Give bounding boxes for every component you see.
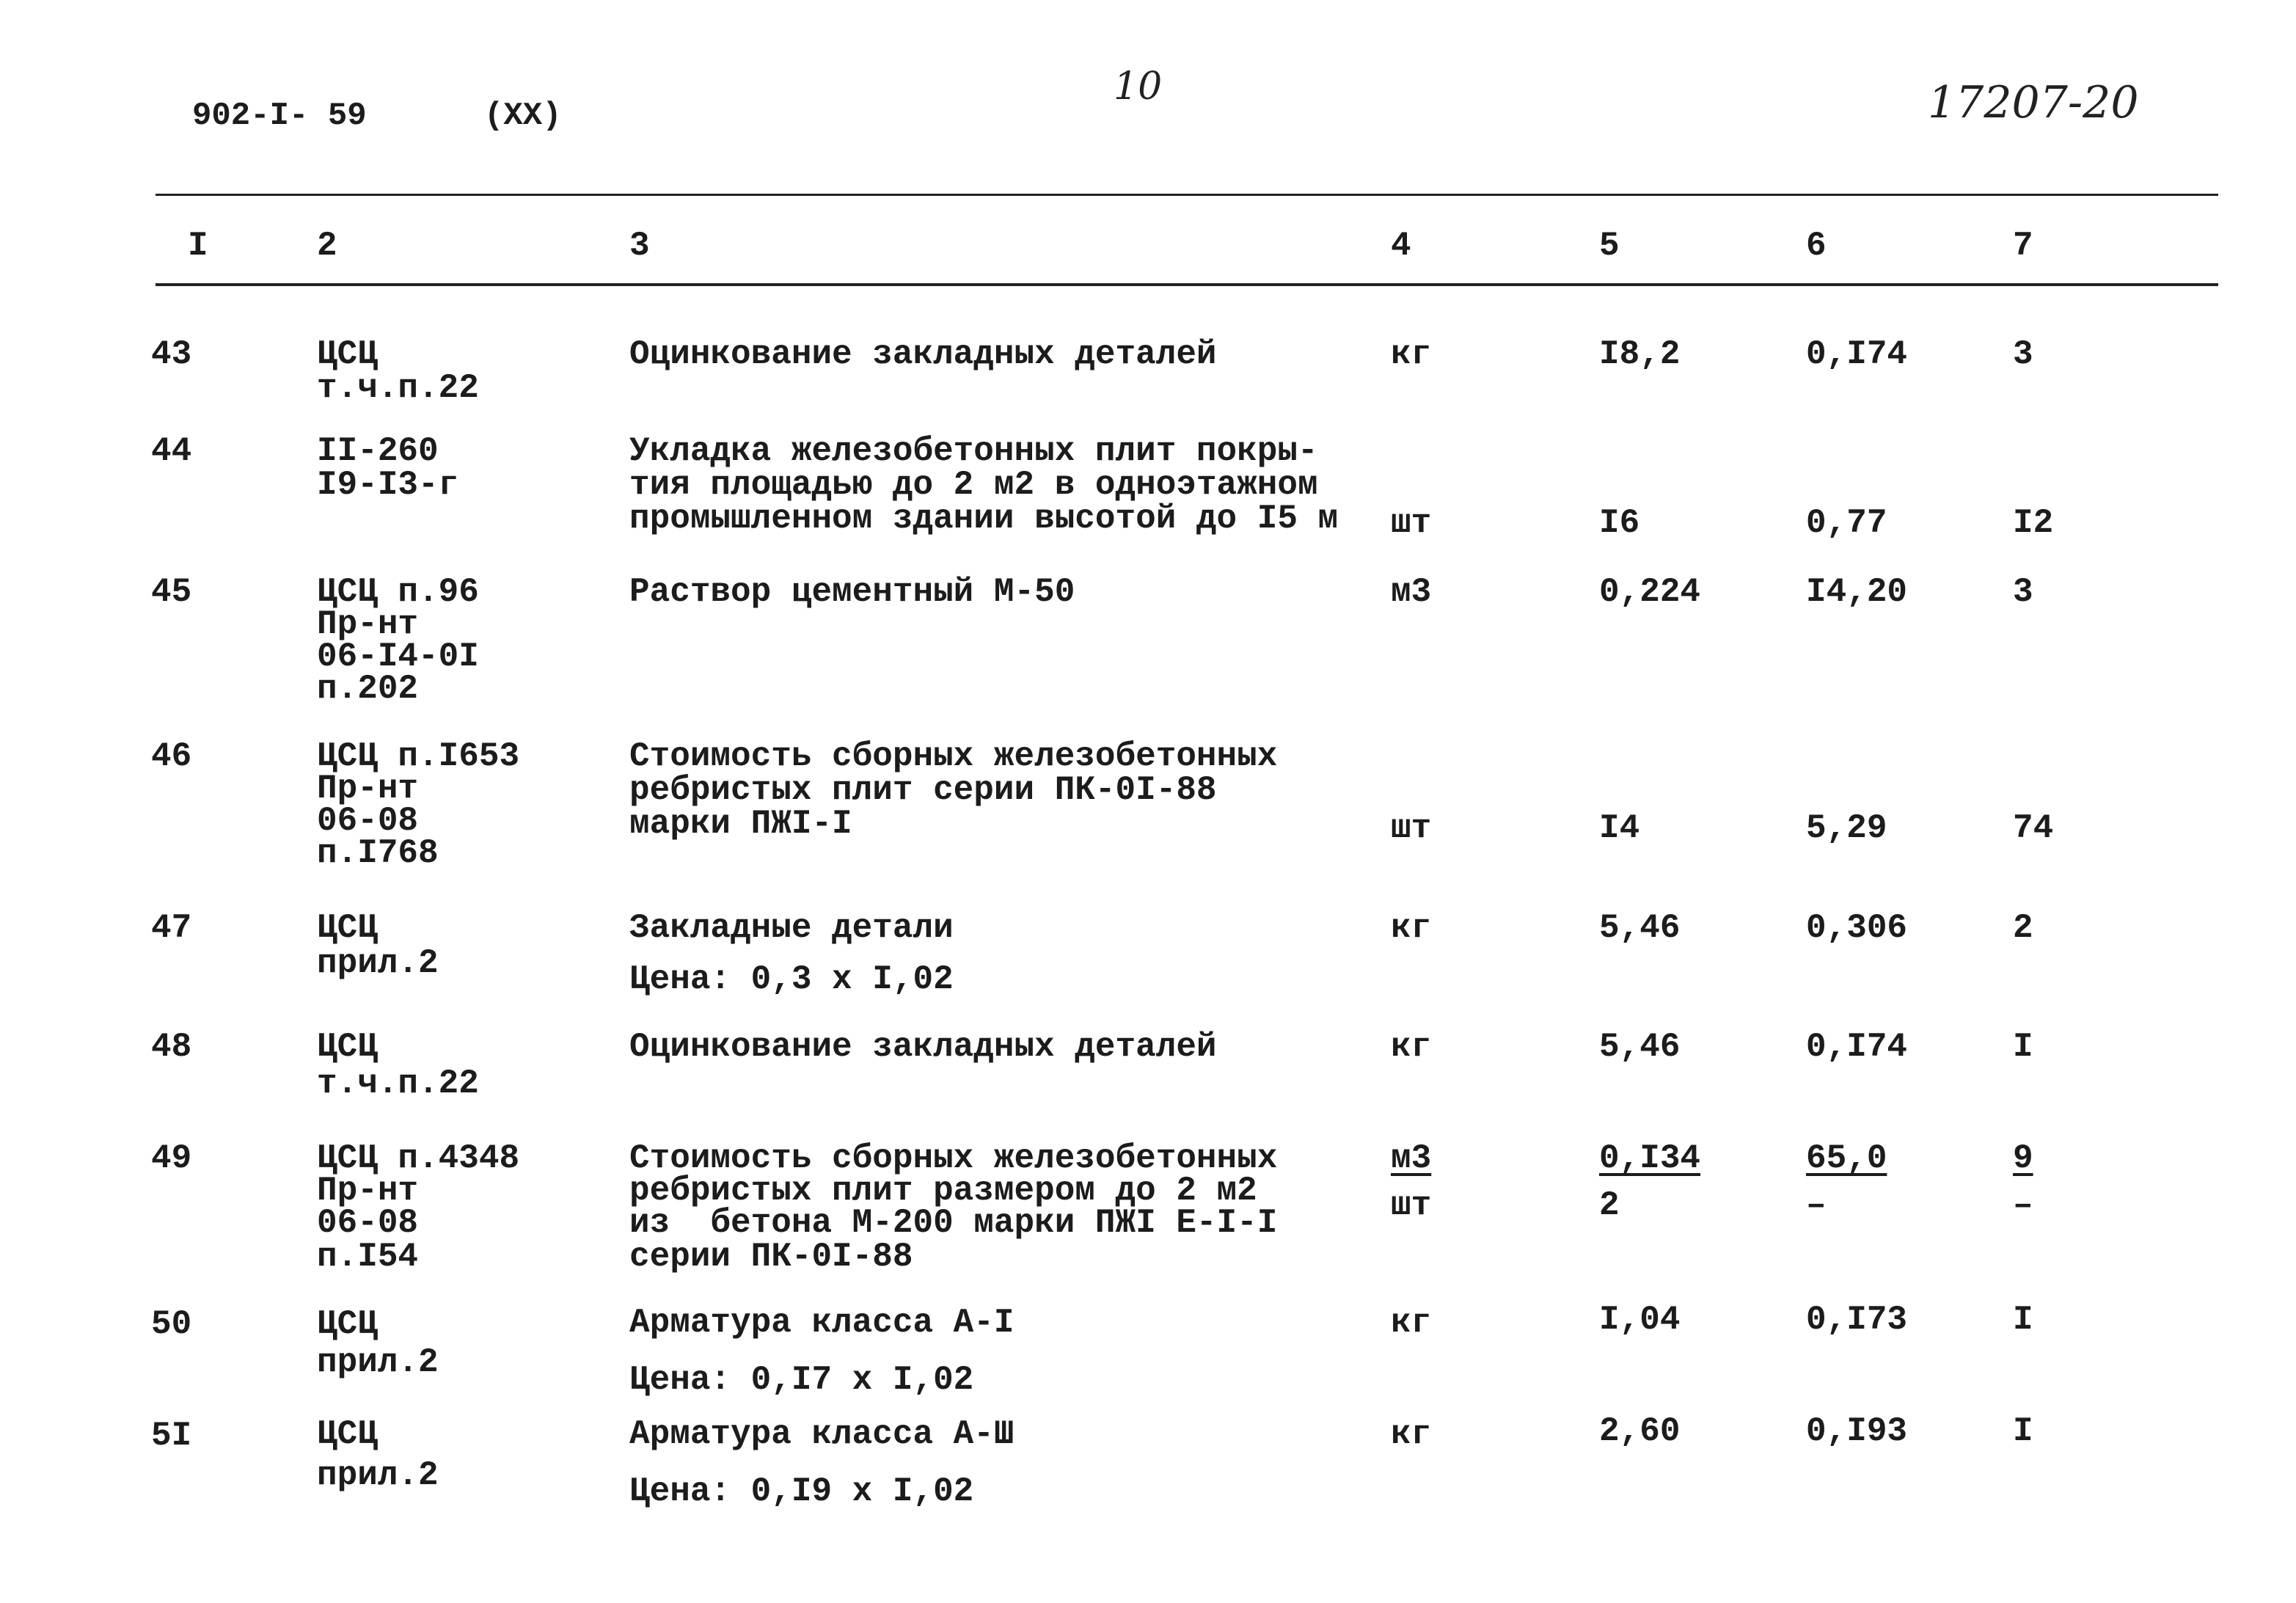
reference-line: прил.2 (317, 944, 439, 982)
row-number: 46 (151, 737, 192, 775)
unit: кг (1391, 1028, 1432, 1066)
reference-line: ЦСЦ (317, 335, 378, 373)
description-line: Укладка железобетонных плит покры- (629, 432, 1318, 470)
description-line: серии ПК-0I-88 (629, 1238, 913, 1276)
description-line: Оцинкование закладных деталей (629, 335, 1217, 373)
unit-price: 0,I74 (1806, 335, 1908, 373)
total-cost: I2 (2013, 504, 2054, 542)
registration-number: 17207-20 (1928, 77, 2139, 128)
column-header-7: 7 (2013, 227, 2033, 265)
description-line: ребристых плит размером до 2 м2 (629, 1172, 1257, 1210)
column-header-1: I (188, 227, 208, 265)
quantity: 0,224 (1599, 573, 1701, 611)
price-formula: Цена: 0,I7 х I,02 (629, 1361, 974, 1399)
unit-price: 0,I74 (1806, 1028, 1908, 1066)
quantity: 2,60 (1599, 1412, 1681, 1450)
unit-price: 0,I93 (1806, 1412, 1908, 1450)
column-header-2: 2 (317, 227, 337, 265)
total-cost: 2 (2013, 909, 2033, 947)
row-number: 44 (151, 432, 192, 470)
total-cost: I (2013, 1412, 2033, 1450)
description-line: марки ПЖI-I (629, 805, 852, 843)
unit: кг (1391, 1415, 1432, 1453)
row-number: 49 (151, 1139, 192, 1177)
reference-line: ЦСЦ (317, 909, 378, 947)
reference-line: ЦСЦ (317, 1415, 378, 1453)
unit-price: 0,I73 (1806, 1301, 1908, 1339)
price-formula: Цена: 0,3 х I,02 (629, 960, 954, 998)
description-line: Раствор цементный М-50 (629, 573, 1075, 611)
total-cost: 3 (2013, 335, 2033, 373)
reference-line: ЦСЦ п.96 (317, 573, 479, 611)
reference-line: I9-I3-г (317, 466, 459, 504)
quantity: I8,2 (1599, 335, 1681, 373)
unit: м3 (1391, 1139, 1432, 1177)
section-code: (XX) (484, 98, 562, 134)
total-cost: I (2013, 1301, 2033, 1339)
unit-price: 65,0 (1806, 1139, 1887, 1177)
row-number: 47 (151, 909, 192, 947)
unit: кг (1391, 1304, 1432, 1342)
total-cost-secondary: – (2013, 1186, 2033, 1224)
reference-line: прил.2 (317, 1456, 439, 1494)
reference-line: Пр-нт (317, 1172, 419, 1210)
quantity-secondary: 2 (1599, 1186, 1620, 1224)
total-cost: 9 (2013, 1139, 2033, 1177)
reference-line: 06-08 (317, 1204, 419, 1242)
unit-price-secondary: – (1806, 1186, 1827, 1224)
reference-line: прил.2 (317, 1343, 439, 1381)
quantity: I6 (1599, 504, 1640, 542)
row-number: 50 (151, 1305, 192, 1343)
reference-line: п.I54 (317, 1238, 419, 1276)
quantity: I4 (1599, 809, 1640, 847)
row-number: 48 (151, 1028, 192, 1066)
unit: кг (1391, 909, 1432, 947)
reference-line: п.202 (317, 670, 419, 708)
unit-price: 5,29 (1806, 809, 1887, 847)
column-header-6: 6 (1806, 227, 1827, 265)
unit-price: 0,306 (1806, 909, 1908, 947)
reference-line: т.ч.п.22 (317, 1065, 479, 1103)
reference-line: II-260 (317, 432, 439, 470)
reference-line: ЦСЦ (317, 1305, 378, 1343)
description-line: тия площадью до 2 м2 в одноэтажном (629, 466, 1318, 504)
description-line: из бетона М-200 марки ПЖI Е-I-I (629, 1204, 1278, 1242)
unit-price: I4,20 (1806, 573, 1908, 611)
reference-line: ЦСЦ п.I653 (317, 737, 520, 775)
top-rule (156, 194, 2218, 196)
description-line: ребристых плит серии ПК-0I-88 (629, 771, 1217, 809)
reference-line: Пр-нт (317, 605, 419, 643)
header-bottom-rule (156, 283, 2218, 286)
quantity: 5,46 (1599, 909, 1681, 947)
total-cost: 74 (2013, 809, 2054, 847)
description-line: Арматура класса А-I (629, 1304, 1014, 1342)
description-line: Стоимость сборных железобетонных (629, 1139, 1278, 1177)
description-line: Стоимость сборных железобетонных (629, 737, 1278, 775)
quantity: 0,I34 (1599, 1139, 1701, 1177)
quantity: I,04 (1599, 1301, 1681, 1339)
unit: шт (1391, 504, 1432, 542)
description-line: Закладные детали (629, 909, 954, 947)
reference-line: ЦСЦ (317, 1028, 378, 1066)
description-line: Оцинкование закладных деталей (629, 1028, 1217, 1066)
row-number: 43 (151, 335, 192, 373)
reference-line: т.ч.п.22 (317, 369, 479, 407)
reference-line: 06-08 (317, 802, 419, 840)
total-cost: 3 (2013, 573, 2033, 611)
unit: шт (1391, 809, 1432, 847)
reference-line: Пр-нт (317, 770, 419, 808)
total-cost: I (2013, 1028, 2033, 1066)
column-header-3: 3 (629, 227, 650, 265)
unit: м3 (1391, 573, 1432, 611)
unit-price: 0,77 (1806, 504, 1887, 542)
description-line: промышленном здании высотой до I5 м (629, 500, 1339, 538)
reference-line: ЦСЦ п.4348 (317, 1139, 520, 1177)
reference-line: п.I768 (317, 834, 439, 872)
page-number: 10 (1114, 65, 1163, 109)
row-number: 5I (151, 1417, 192, 1455)
document-code: 902-I- 59 (192, 98, 367, 134)
unit-secondary: шт (1391, 1186, 1432, 1224)
unit: кг (1391, 335, 1432, 373)
quantity: 5,46 (1599, 1028, 1681, 1066)
row-number: 45 (151, 573, 192, 611)
description-line: Арматура класса А-Ш (629, 1415, 1014, 1453)
column-header-5: 5 (1599, 227, 1620, 265)
price-formula: Цена: 0,I9 х I,02 (629, 1472, 974, 1511)
reference-line: 06-I4-0I (317, 638, 479, 676)
column-header-4: 4 (1391, 227, 1411, 265)
